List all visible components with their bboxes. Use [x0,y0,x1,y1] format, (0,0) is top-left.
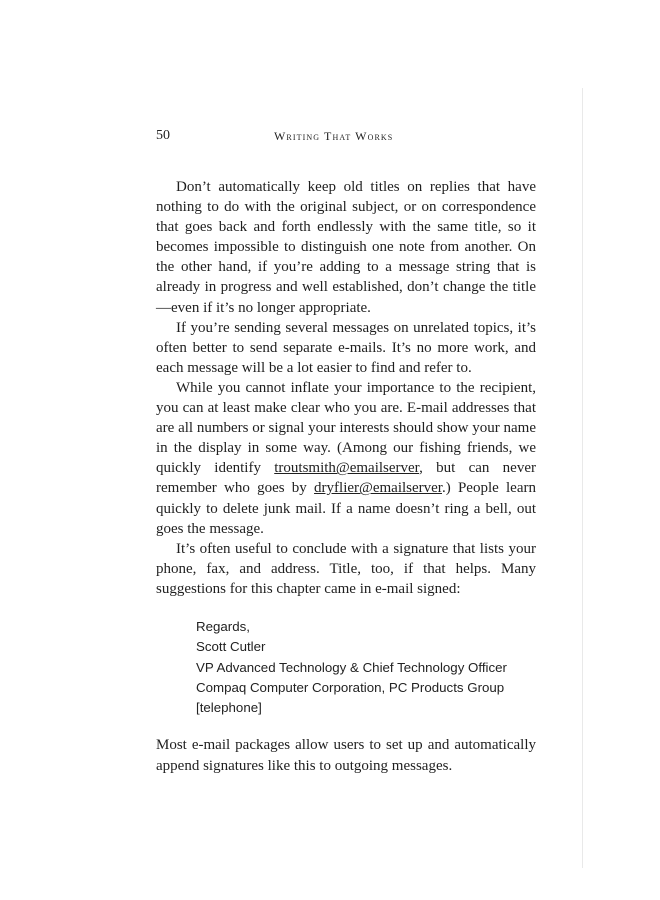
email-address-troutsmith: troutsmith@emailserver [274,460,420,477]
paragraph-identify-yourself [156,378,536,539]
signature-title: VP Advanced Technology & Chief Technology Officer [196,659,507,675]
page-number: 50 [156,128,170,143]
paragraph-signature-intro: It’s often useful to conclude with a signature that lists your phone, fax, and address. Title, too, if that helps. Many suggestions for this chapter came in e-mail signed: [156,540,536,597]
body-text [156,177,536,776]
paragraph-separate-emails: If you’re sending several messages on unrelated topics, it’s often better to send separate e-mails. It’s no more work, and each message will be a lot easier to find and refer to. [156,319,536,376]
signature-telephone: [telephone] [196,700,262,716]
signature-name: Scott Cutler [196,639,266,655]
signature-company: Compaq Computer Corporation, PC Products Group [196,679,505,695]
email-address-dryflier: dryflier@emailserver [314,480,442,497]
paragraph-text-segment: While you cannot inflate your importance to the recipient, you can at least make clear who you are. E-mail addresses that are all numbers or signal your interests should show your name in the display in some way. (Among our fishing friends, we quickly identify [156,379,536,477]
signature-closing: Regards, [196,618,250,634]
running-head [156,128,536,148]
email-signature-block [196,617,536,718]
book-title: Writing That Works [274,129,394,143]
page-edge-line [582,88,583,868]
paragraph-text-segment: , but can never remember who goes by [156,460,536,497]
paragraph-old-titles: Don’t automatically keep old titles on replies that have nothing to do with the original subject, or on correspondence that goes back and forth endlessly with the same title, so it becomes impossible to distinguish one note from another. On the other hand, if you’re adding to a message string that is already in progress and well established, don’t change the title—even if it’s no longer appropriate. [156,179,536,316]
paragraph-closing: Most e-mail packages allow users to set up and automatically append signatures like this to outgoing messages. [156,737,536,774]
paragraph-text-segment: .) People learn quickly to delete junk mail. If a name doesn’t ring a bell, out goes the message. [156,480,536,537]
